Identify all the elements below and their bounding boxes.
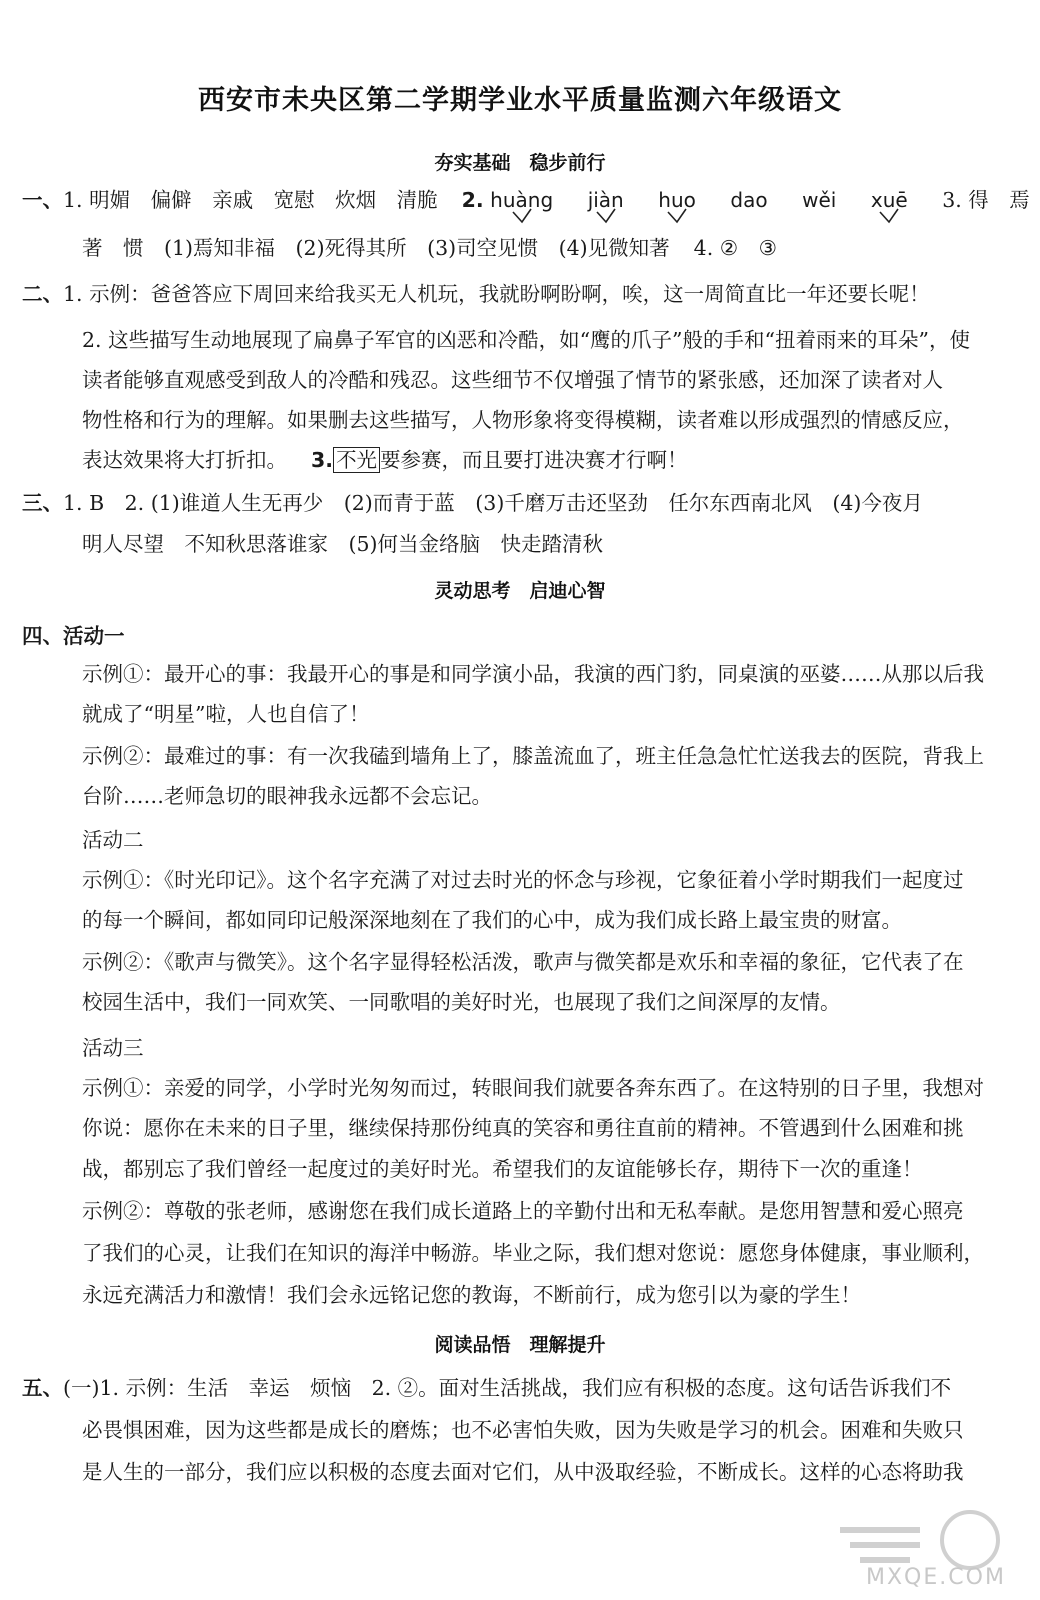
q5-line-2: 必畏惧困难，因为这些都是成长的磨炼；也不必害怕失败，因为失败是学习的机会。困难和失败只 [82, 1418, 964, 1442]
q1-answer-4: 4. ② ③ [693, 236, 777, 260]
q5-line-3: 是人生的一部分，我们应以积极的态度去面对它们，从中汲取经验，不断成长。这样的心态将助我 [82, 1460, 964, 1484]
q4-act2-line: 校园生活中，我们一同欢笑、一同歌唱的美好时光，也展现了我们之间深厚的友情。 [82, 990, 841, 1014]
q4-act3-line: 示例①：亲爱的同学，小学时光匆匆而过，转眼间我们就要各奔东西了。在这特别的日子里，我想对 [82, 1076, 984, 1100]
q1-line-1 [22, 186, 1030, 214]
q2-line-2: 2. 这些描写生动地展现了扁鼻子军官的凶恶和冷酷，如“鹰的爪子”般的手和“扭着雨来的耳朵”，使 [82, 328, 970, 352]
q5-line-1: 五、(一)1. 示例：生活 幸运 烦恼 2. ②。面对生活挑战，我们应有积极的态度。这句话告诉我们不 [22, 1376, 952, 1400]
q4-act2-line: 的每一个瞬间，都如同印记般深深地刻在了我们的心中，成为我们成长路上最宝贵的财富。 [82, 908, 902, 932]
q2-label: 二、 [22, 282, 63, 306]
q2-line-4: 物性格和行为的理解。如果删去这些描写，人物形象将变得模糊，读者难以形成强烈的情感反应， [82, 408, 964, 432]
q4-act2-line: 示例①：《时光印记》。这个名字充满了对过去时光的怀念与珍视，它象征着小学时期我们一起度过 [82, 868, 964, 892]
q4-act1-line: 台阶……老师急切的眼神我永远都不会忘记。 [82, 784, 492, 808]
section-heading-1: 夯实基础 稳步前行 [434, 152, 606, 174]
section-heading-2: 灵动思考 启迪心智 [434, 580, 606, 602]
watermark-text: MXQE.COM [866, 1565, 1006, 1590]
check-mark-icon [596, 208, 616, 224]
q1-line-2: 著 惯 (1)焉知非福 (2)死得其所 (3)司空见惯 (4)见微知著 4. ② ③ [82, 236, 777, 260]
pinyin-item: xuē [871, 186, 908, 214]
q1-answer-2-label: 2. [461, 188, 484, 212]
check-mark-icon [879, 208, 899, 224]
q2-line-5: 表达效果将大打折扣。 3. 不光 要参赛，而且要打进决赛才行啊！ [82, 448, 688, 472]
q4-label: 四、活动一 [22, 624, 125, 648]
q3-line-2: 明人尽望 不知秋思落谁家 (5)何当金络脑 快走踏清秋 [82, 532, 604, 556]
q4-act1-line: 示例②：最难过的事：有一次我磕到墙角上了，膝盖流血了，班主任急急忙忙送我去的医院，背我上 [82, 744, 984, 768]
q1-answer-1: 1. 明媚 偏僻 亲戚 宽慰 炊烟 清脆 [63, 188, 438, 212]
pinyin-item: huàng [490, 186, 553, 214]
q4-act3-line: 你说：愿你在未来的日子里，继续保持那份纯真的笑容和勇往直前的精神。不管遇到什么困难和挑 [82, 1116, 964, 1140]
q4-act1-line: 就成了“明星”啦，人也自信了！ [82, 702, 370, 726]
section-heading-3: 阅读品悟 理解提升 [434, 1334, 606, 1356]
q4-act3-line: 战，都别忘了我们曾经一起度过的美好时光。希望我们的友谊能够长存，期待下一次的重逢！ [82, 1157, 923, 1181]
check-mark-icon [512, 208, 532, 224]
q4-act3-line: 示例②：尊敬的张老师，感谢您在我们成长道路上的辛勤付出和无私奉献。是您用智慧和爱心照亮 [82, 1199, 964, 1223]
check-mark-icon [667, 208, 687, 224]
q4-act3-line: 永远充满活力和激情！我们会永远铭记您的教诲，不断前行，成为您引以为豪的学生！ [82, 1283, 861, 1307]
q4-act3-line: 了我们的心灵，让我们在知识的海洋中畅游。毕业之际，我们想对您说：愿您身体健康，事业顺利， [82, 1241, 984, 1265]
q4-act2-label: 活动二 [82, 828, 144, 852]
q1-label: 一、 [22, 188, 63, 212]
q1-answer-3: 3. 得 焉 [942, 188, 1030, 212]
q3-line-1: 三、1. B 2. (1)谁道人生无再少 (2)而青于蓝 (3)千磨万击还坚劲 任尔东西南北风 (4)今夜月 [22, 491, 923, 515]
page-title: 西安市未央区第二学期学业水平质量监测六年级语文 [198, 85, 842, 116]
q4-act3-label: 活动三 [82, 1036, 144, 1060]
boxed-answer: 不光 [333, 447, 380, 473]
q4-act2-line: 示例②：《歌声与微笑》。这个名字显得轻松活泼，歌声与微笑都是欢乐和幸福的象征，它代表了在 [82, 950, 964, 974]
q2-line-3: 读者能够直观感受到敌人的冷酷和残忍。这些细节不仅增强了情节的紧张感，还加深了读者对人 [82, 368, 943, 392]
q2-line-1: 二、1. 示例：爸爸答应下周回来给我买无人机玩，我就盼啊盼啊，唉，这一周简直比一年还要长呢！ [22, 282, 930, 306]
q4-act1-line: 示例①：最开心的事：我最开心的事是和同学演小品，我演的西门豹，同桌演的巫婆……从那以后我 [82, 662, 984, 686]
pinyin-item: huo [658, 186, 696, 214]
q3-label: 三、 [22, 491, 63, 515]
q5-label: 五、 [22, 1376, 63, 1400]
pinyin-item: dao [730, 188, 768, 212]
pinyin-item: jiàn [588, 186, 624, 214]
pinyin-item: wěi [802, 188, 837, 212]
